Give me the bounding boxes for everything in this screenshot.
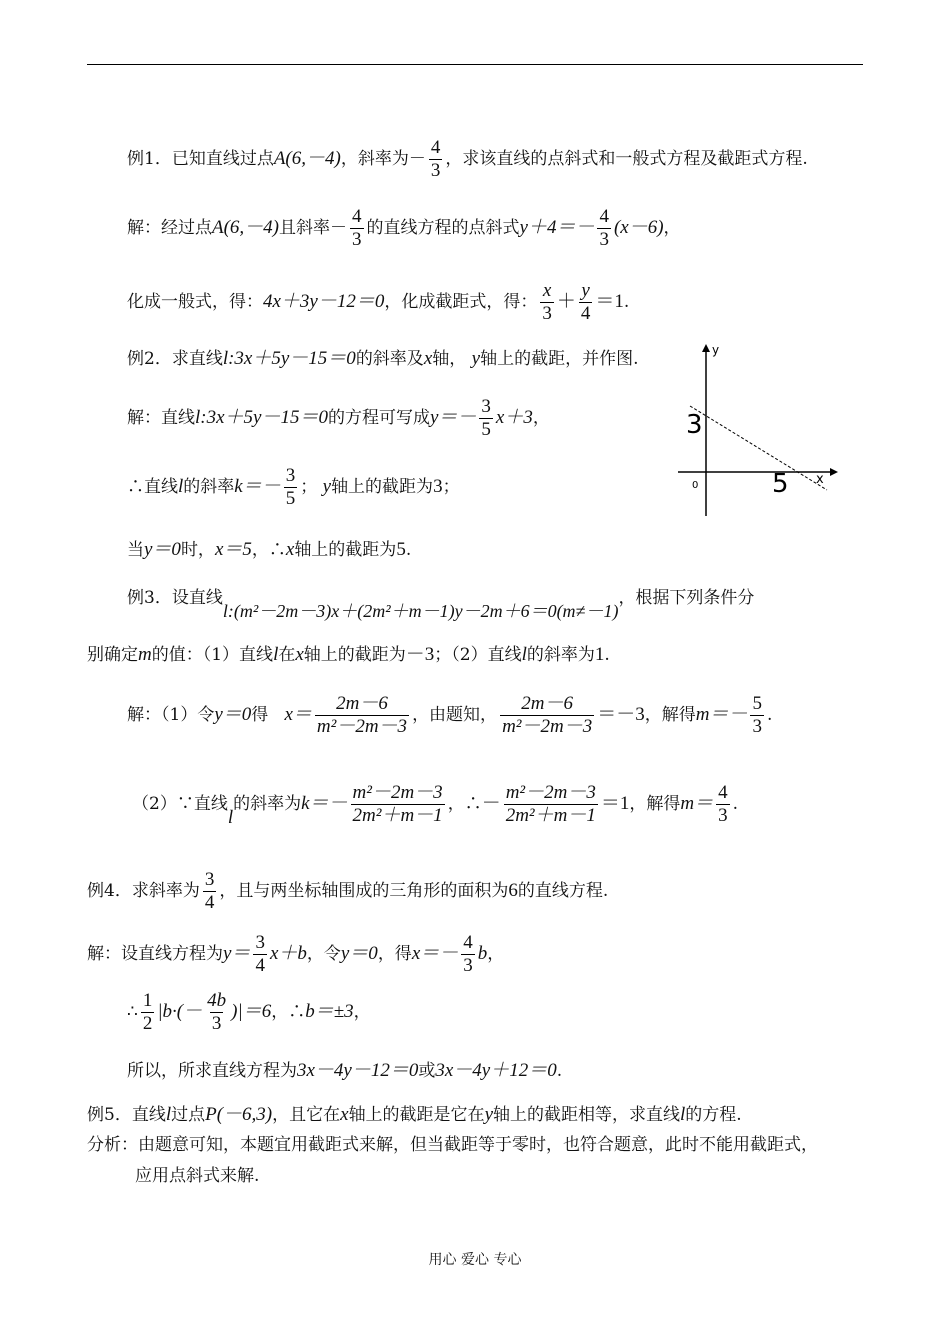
text: . xyxy=(732,793,738,814)
math: y＝0 xyxy=(144,539,181,560)
fraction: $\frac{3}{5}$ xyxy=(481,396,491,440)
math: y＝ xyxy=(223,942,251,964)
ex1-question xyxy=(127,137,808,182)
math: x xyxy=(340,1104,349,1125)
fraction: $\frac{3}{4}$ xyxy=(255,932,265,976)
text: ；（2）直线 xyxy=(434,645,522,665)
math: ＋ xyxy=(556,290,576,312)
fraction: $\frac{4}{3}$ xyxy=(352,206,362,250)
fraction: $\frac{5}{3}$ xyxy=(752,693,762,737)
fraction: $\frac{\text{m²－2m－3}}{\text{2m²＋m－1}}$ xyxy=(352,782,443,826)
math: y xyxy=(322,475,332,497)
text: 轴上的截距，并作图. xyxy=(480,349,639,369)
text: 解：经过点 xyxy=(127,217,212,238)
text: 解：设直线方程为 xyxy=(87,943,223,964)
text: ，∴ xyxy=(447,793,482,814)
text: 的斜率为 xyxy=(526,645,595,665)
math: b＝±3 xyxy=(305,1000,354,1022)
fraction: $\frac{4}{3}$ xyxy=(430,137,441,181)
text: . xyxy=(604,645,610,665)
fraction: $\frac{\text{m²－2m－3}}{\text{2m²＋m－1}}$ xyxy=(505,782,596,826)
y-label: y xyxy=(712,343,720,357)
ex4-solution-3 xyxy=(127,1061,562,1080)
math: l:3x＋5y－15＝0 xyxy=(195,406,328,428)
text: 轴， xyxy=(432,349,467,369)
text: ， xyxy=(487,943,505,964)
intercept-label-3: 3 xyxy=(686,410,703,440)
math: x＝ xyxy=(284,703,312,725)
ex1-solution-2 xyxy=(127,280,629,325)
text: 或 xyxy=(418,1061,436,1081)
graph-line xyxy=(690,406,827,490)
math: 3 xyxy=(433,475,443,497)
text: 当 xyxy=(127,540,144,560)
text: 例3．设直线 xyxy=(127,588,223,608)
text: ，解得 xyxy=(644,704,696,725)
math: A(6,－4) xyxy=(273,147,341,169)
text: ∴直线 xyxy=(127,476,178,497)
text: 的方程可写成 xyxy=(327,407,430,428)
text: 所以，所求直线方程为 xyxy=(127,1061,297,1081)
math: y xyxy=(471,348,481,369)
math: P(－6,3) xyxy=(205,1104,273,1125)
intercept-label-5: 5 xyxy=(772,469,789,499)
text: ，根据下列条件分 xyxy=(618,588,755,608)
math: l xyxy=(521,644,527,665)
text: 的斜率及 xyxy=(355,349,424,369)
text: 轴上的截距为 xyxy=(331,476,434,497)
fraction: $\frac{2m-6}{\text{m²－2m－3}}$ xyxy=(502,693,593,737)
fraction: $\frac{4}{3}$ xyxy=(718,782,728,826)
text: ，斜率为－ xyxy=(340,148,426,169)
math: l xyxy=(680,1104,686,1125)
text: 的斜率为 xyxy=(233,793,302,814)
text: ，由题知， xyxy=(412,704,498,725)
text: 的值：（1）直线 xyxy=(151,645,274,665)
math: 3x－4y＋12＝0 xyxy=(435,1060,557,1081)
math: x＋b xyxy=(269,942,307,964)
math: －3 xyxy=(405,644,435,665)
fraction: $\frac{3}{4}$ xyxy=(204,869,215,913)
math: ＝1 xyxy=(600,792,630,814)
text: ∴ xyxy=(127,1001,138,1022)
math: ＝1 xyxy=(595,290,624,312)
math: l xyxy=(273,644,279,665)
text: ，∴ xyxy=(251,540,286,560)
ex4-solution-2 xyxy=(127,990,371,1035)
ex5-analysis-1: 分析：由题意可知，本题宜用截距式来解，但当截距等于零时，也符合题意，此时不能用截距式， xyxy=(87,1135,818,1155)
text: 例4．求斜率为 xyxy=(87,880,200,901)
text: 的斜率 xyxy=(183,476,235,497)
math: 1 xyxy=(594,644,605,665)
text: 得 xyxy=(251,704,269,725)
text: 化成一般式，得： xyxy=(127,291,263,312)
math: y＝0 xyxy=(214,703,252,725)
fraction: $\frac{1}{2}$ xyxy=(142,990,153,1034)
page-footer: 用心 爱心 专心 xyxy=(428,1252,522,1268)
math: x xyxy=(295,644,304,665)
text: ，令 xyxy=(306,943,341,964)
math: )|＝6 xyxy=(231,1000,272,1022)
text: ， xyxy=(663,217,681,238)
text: 例5．直线 xyxy=(87,1105,166,1125)
ex5-question xyxy=(87,1105,742,1124)
text: 解：直线 xyxy=(127,407,195,428)
text: 例1．已知直线过点 xyxy=(127,148,274,169)
text: 解：（1）令 xyxy=(127,704,215,725)
math: x xyxy=(285,539,295,560)
text: ， xyxy=(532,407,550,428)
text: ，解得 xyxy=(629,793,681,814)
math: x＝－ xyxy=(411,942,459,964)
ex3-solution-1 xyxy=(127,693,772,738)
math: x＋3 xyxy=(495,406,533,428)
ex5-analysis-2: 应用点斜式来解. xyxy=(135,1166,260,1186)
x-label: x xyxy=(816,472,824,487)
fraction: $\frac{x}{3}$ xyxy=(542,280,552,324)
math: l:(m²－2m－3)x＋(2m²＋m－1)y－2m＋6＝0(m≠－1) xyxy=(222,601,619,621)
math: m＝ xyxy=(680,792,714,814)
math: 3x－4y－12＝0 xyxy=(297,1060,419,1081)
text: ，得 xyxy=(377,943,412,964)
ex2-solution-3 xyxy=(127,540,411,559)
math: |b·(－ xyxy=(157,1000,203,1022)
text: . xyxy=(766,704,773,725)
ex3-question-1 xyxy=(127,588,755,621)
fraction: $\frac{4b}{3}$ xyxy=(207,990,227,1034)
math: l:3x＋5y－15＝0 xyxy=(222,348,356,369)
math: x＝5 xyxy=(214,539,252,560)
math: m xyxy=(138,644,152,665)
text: ，求该直线的点斜式和一般式方程及截距式方程. xyxy=(445,148,808,169)
text: 的直线方程. xyxy=(517,880,609,901)
ex4-question xyxy=(87,869,608,914)
math: － xyxy=(481,792,501,814)
text: ， xyxy=(353,1001,371,1022)
text: （2）∵直线 xyxy=(132,793,228,814)
text: 在 xyxy=(278,645,296,665)
math: y＋4＝－ xyxy=(519,216,595,238)
ex2-solution-2 xyxy=(127,465,460,510)
y-axis-arrow-icon xyxy=(702,344,710,352)
text: ，化成截距式，得： xyxy=(384,291,538,312)
text: 且斜率－ xyxy=(279,217,348,238)
text: ，且它在 xyxy=(272,1105,341,1125)
math: l xyxy=(227,806,234,828)
math: x xyxy=(423,348,433,369)
text: 例2．求直线 xyxy=(127,349,223,369)
math: y xyxy=(484,1104,493,1125)
header-rule xyxy=(87,64,863,65)
fraction: $\frac{4}{3}$ xyxy=(599,206,609,250)
text: 轴上的截距相等，求直线 xyxy=(493,1105,680,1125)
text: 轴上的截距为 xyxy=(303,645,406,665)
math: A(6,－4) xyxy=(212,216,280,238)
math: 5 xyxy=(396,539,406,560)
text: 过点 xyxy=(171,1105,206,1125)
text: ； xyxy=(442,476,460,497)
math: b xyxy=(477,942,488,964)
ex3-solution-2 xyxy=(132,782,738,827)
text: . xyxy=(556,1061,563,1081)
text: 的方程. xyxy=(685,1105,742,1125)
fraction: $\frac{2m-6}{\text{m²－2m－3}}$ xyxy=(316,693,408,737)
math: 4x＋3y－12＝0 xyxy=(263,290,385,312)
ex3-question-2 xyxy=(87,645,610,664)
text: 时， xyxy=(180,540,215,560)
math: 6 xyxy=(508,879,518,901)
origin-label: 0 xyxy=(692,480,699,491)
math: l xyxy=(165,1104,172,1125)
math: l xyxy=(178,475,184,497)
ex4-solution-1 xyxy=(87,932,504,977)
fraction: $\frac{y}{4}$ xyxy=(580,280,591,324)
ex2-question xyxy=(127,349,639,368)
math: y＝0 xyxy=(340,942,378,964)
fraction: $\frac{3}{5}$ xyxy=(285,465,296,509)
math: m＝－ xyxy=(695,703,748,725)
text: 轴上的截距为 xyxy=(294,540,397,560)
math: ＝－3 xyxy=(597,703,645,725)
x-axis-arrow-icon xyxy=(830,468,838,476)
text: . xyxy=(623,291,630,312)
text: 轴上的截距是它在 xyxy=(348,1105,485,1125)
text: ； xyxy=(300,476,318,497)
ex2-solution-1 xyxy=(127,396,550,441)
math: k＝－ xyxy=(301,792,348,814)
math: y＝－ xyxy=(429,406,477,428)
fraction: $\frac{4}{3}$ xyxy=(463,932,473,976)
text: ，且与两坐标轴围成的三角形的面积为 xyxy=(219,880,509,901)
math: (x－6) xyxy=(613,216,664,238)
line-graph-sketch xyxy=(672,340,842,520)
text: 别确定 xyxy=(87,645,138,665)
text: ，∴ xyxy=(271,1001,306,1022)
text: . xyxy=(405,540,412,560)
math: k＝－ xyxy=(234,475,281,497)
ex1-solution-1 xyxy=(127,206,681,251)
text: 的直线方程的点斜式 xyxy=(366,217,520,238)
